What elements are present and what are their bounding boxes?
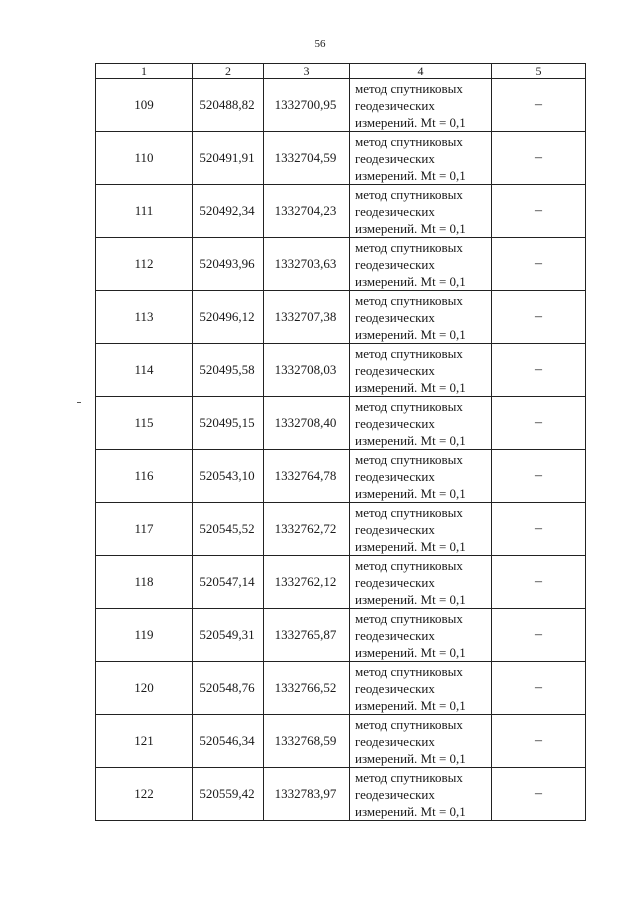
- method-cell: [350, 768, 492, 821]
- table-row: [96, 609, 586, 662]
- method-line: метод спутниковых: [355, 133, 463, 149]
- note-cell: –: [492, 132, 586, 185]
- y-coordinate-cell: 1332704,59: [264, 132, 350, 185]
- table-row: [96, 397, 586, 450]
- method-line: геодезических: [355, 627, 435, 643]
- table-row: [96, 503, 586, 556]
- x-coordinate-cell: 520548,76: [193, 662, 264, 715]
- method-cell: [350, 609, 492, 662]
- method-line: измерений. Mt = 0,1: [355, 485, 466, 501]
- method-line: метод спутниковых: [355, 663, 463, 679]
- y-coordinate-cell: 1332764,78: [264, 450, 350, 503]
- method-line: геодезических: [355, 150, 435, 166]
- table-row: [96, 556, 586, 609]
- point-number-cell: 121: [96, 715, 193, 768]
- point-number-cell: 122: [96, 768, 193, 821]
- method-line: измерений. Mt = 0,1: [355, 750, 466, 766]
- point-number-cell: 117: [96, 503, 193, 556]
- method-cell: [350, 185, 492, 238]
- y-coordinate-cell: 1332765,87: [264, 609, 350, 662]
- note-cell: –: [492, 450, 586, 503]
- method-line: геодезических: [355, 415, 435, 431]
- method-line: измерений. Mt = 0,1: [355, 379, 466, 395]
- method-cell: [350, 79, 492, 132]
- point-number-cell: 112: [96, 238, 193, 291]
- x-coordinate-cell: 520546,34: [193, 715, 264, 768]
- x-coordinate-cell: 520545,52: [193, 503, 264, 556]
- header-cell-5: 5: [492, 64, 586, 79]
- note-cell: –: [492, 79, 586, 132]
- x-coordinate-cell: 520543,10: [193, 450, 264, 503]
- note-cell: –: [492, 185, 586, 238]
- note-cell: –: [492, 768, 586, 821]
- point-number-cell: 109: [96, 79, 193, 132]
- table-row: [96, 238, 586, 291]
- point-number-cell: 119: [96, 609, 193, 662]
- table-row: [96, 768, 586, 821]
- x-coordinate-cell: 520493,96: [193, 238, 264, 291]
- method-line: метод спутниковых: [355, 398, 463, 414]
- method-line: геодезических: [355, 309, 435, 325]
- page-number: 56: [314, 38, 326, 50]
- point-number-cell: 111: [96, 185, 193, 238]
- method-line: геодезических: [355, 362, 435, 378]
- header-cell-2: 2: [193, 64, 264, 79]
- method-line: геодезических: [355, 521, 435, 537]
- method-cell: [350, 662, 492, 715]
- method-cell: [350, 397, 492, 450]
- table-row: [96, 450, 586, 503]
- y-coordinate-cell: 1332703,63: [264, 238, 350, 291]
- header-row: [96, 64, 586, 79]
- x-coordinate-cell: 520559,42: [193, 768, 264, 821]
- method-line: геодезических: [355, 680, 435, 696]
- method-cell: [350, 450, 492, 503]
- method-line: измерений. Mt = 0,1: [355, 326, 466, 342]
- x-coordinate-cell: 520547,14: [193, 556, 264, 609]
- point-number-cell: 118: [96, 556, 193, 609]
- x-coordinate-cell: 520488,82: [193, 79, 264, 132]
- note-cell: –: [492, 662, 586, 715]
- note-cell: –: [492, 715, 586, 768]
- table-row: [96, 291, 586, 344]
- table-row: [96, 79, 586, 132]
- note-cell: –: [492, 344, 586, 397]
- table-row: [96, 662, 586, 715]
- margin-mark: [77, 402, 81, 403]
- note-cell: –: [492, 397, 586, 450]
- point-number-cell: 113: [96, 291, 193, 344]
- method-cell: [350, 344, 492, 397]
- point-number-cell: 115: [96, 397, 193, 450]
- y-coordinate-cell: 1332762,12: [264, 556, 350, 609]
- y-coordinate-cell: 1332708,40: [264, 397, 350, 450]
- method-cell: [350, 556, 492, 609]
- method-cell: [350, 715, 492, 768]
- method-line: геодезических: [355, 468, 435, 484]
- y-coordinate-cell: 1332700,95: [264, 79, 350, 132]
- x-coordinate-cell: 520496,12: [193, 291, 264, 344]
- note-cell: –: [492, 503, 586, 556]
- y-coordinate-cell: 1332768,59: [264, 715, 350, 768]
- x-coordinate-cell: 520491,91: [193, 132, 264, 185]
- method-cell: [350, 238, 492, 291]
- method-cell: [350, 291, 492, 344]
- method-cell: [350, 503, 492, 556]
- method-line: метод спутниковых: [355, 716, 463, 732]
- method-line: метод спутниковых: [355, 610, 463, 626]
- method-line: измерений. Mt = 0,1: [355, 220, 466, 236]
- method-line: измерений. Mt = 0,1: [355, 167, 466, 183]
- point-number-cell: 110: [96, 132, 193, 185]
- note-cell: –: [492, 609, 586, 662]
- method-line: геодезических: [355, 203, 435, 219]
- note-cell: –: [492, 291, 586, 344]
- point-number-cell: 116: [96, 450, 193, 503]
- method-line: измерений. Mt = 0,1: [355, 803, 466, 819]
- y-coordinate-cell: 1332707,38: [264, 291, 350, 344]
- header-cell-3: 3: [264, 64, 350, 79]
- method-line: метод спутниковых: [355, 504, 463, 520]
- y-coordinate-cell: 1332704,23: [264, 185, 350, 238]
- method-line: геодезических: [355, 97, 435, 113]
- table-row: [96, 715, 586, 768]
- x-coordinate-cell: 520549,31: [193, 609, 264, 662]
- method-line: метод спутниковых: [355, 80, 463, 96]
- x-coordinate-cell: 520495,58: [193, 344, 264, 397]
- x-coordinate-cell: 520495,15: [193, 397, 264, 450]
- y-coordinate-cell: 1332766,52: [264, 662, 350, 715]
- method-cell: [350, 132, 492, 185]
- y-coordinate-cell: 1332762,72: [264, 503, 350, 556]
- method-line: метод спутниковых: [355, 769, 463, 785]
- note-cell: –: [492, 238, 586, 291]
- method-line: метод спутниковых: [355, 186, 463, 202]
- table-row: [96, 185, 586, 238]
- coordinates-table: [95, 63, 586, 821]
- point-number-cell: 114: [96, 344, 193, 397]
- method-line: измерений. Mt = 0,1: [355, 538, 466, 554]
- method-line: геодезических: [355, 574, 435, 590]
- point-number-cell: 120: [96, 662, 193, 715]
- x-coordinate-cell: 520492,34: [193, 185, 264, 238]
- method-line: измерений. Mt = 0,1: [355, 114, 466, 130]
- method-line: метод спутниковых: [355, 239, 463, 255]
- y-coordinate-cell: 1332783,97: [264, 768, 350, 821]
- method-line: метод спутниковых: [355, 451, 463, 467]
- method-line: метод спутниковых: [355, 557, 463, 573]
- table-row: [96, 132, 586, 185]
- method-line: измерений. Mt = 0,1: [355, 697, 466, 713]
- y-coordinate-cell: 1332708,03: [264, 344, 350, 397]
- method-line: метод спутниковых: [355, 345, 463, 361]
- table-body: [96, 79, 586, 821]
- method-line: измерений. Mt = 0,1: [355, 644, 466, 660]
- method-line: измерений. Mt = 0,1: [355, 273, 466, 289]
- header-cell-1: 1: [96, 64, 193, 79]
- method-line: геодезических: [355, 786, 435, 802]
- method-line: геодезических: [355, 256, 435, 272]
- note-cell: –: [492, 556, 586, 609]
- method-line: измерений. Mt = 0,1: [355, 591, 466, 607]
- method-line: геодезических: [355, 733, 435, 749]
- method-line: измерений. Mt = 0,1: [355, 432, 466, 448]
- table-row: [96, 344, 586, 397]
- header-cell-4: 4: [350, 64, 492, 79]
- method-line: метод спутниковых: [355, 292, 463, 308]
